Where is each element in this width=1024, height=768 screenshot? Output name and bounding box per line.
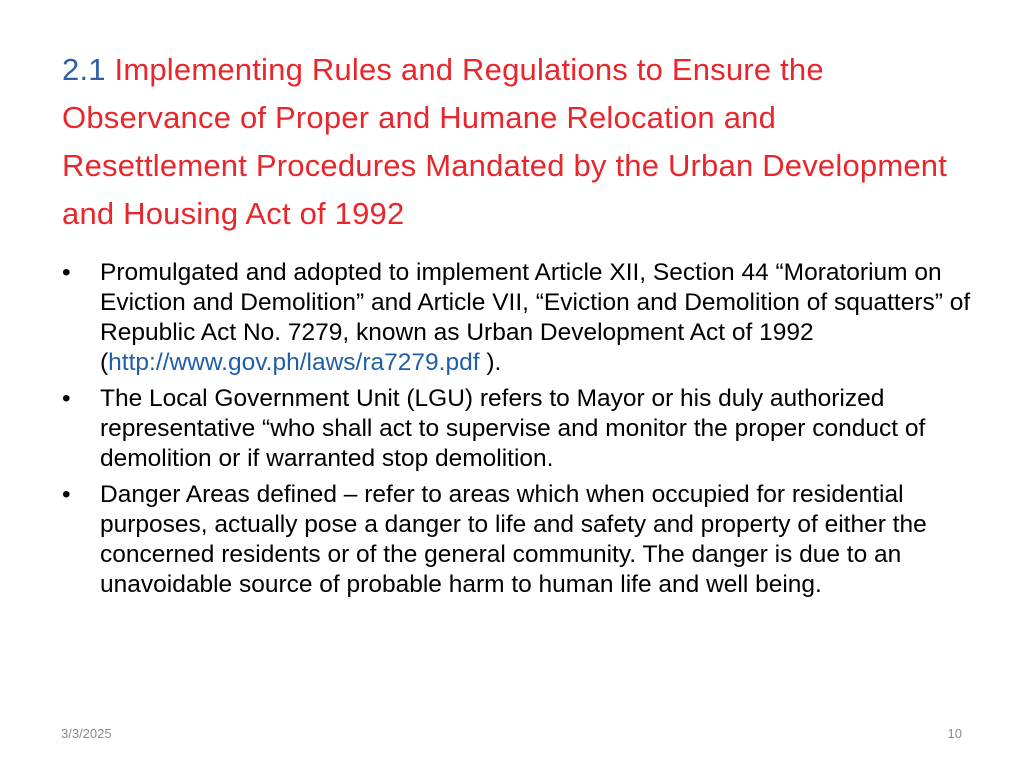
- footer-page-number: 10: [947, 726, 962, 741]
- bullet-text: Danger Areas defined – refer to areas which when occupied for residential purposes, actually pose a danger to life and safety and property of either the concerned residents or of the general community. The danger is due to an unavoidable source of probable harm to human life and well being.: [100, 481, 927, 598]
- title-number: 2.1: [62, 52, 106, 87]
- bullet-item-ra7279: [62, 258, 982, 378]
- bullet-text: The Local Government Unit (LGU) refers to Mayor or his duly authorized representative “who shall act to supervise and monitor the proper conduct of demolition or if warranted stop demolition.: [100, 385, 926, 472]
- bullet-text: Promulgated and adopted to implement Article XII, Section 44 “Moratorium on Eviction and Demolition” and Article VII, “Eviction and Demolition of squatters” of Republic Act No. 7279, known as Urban Development Act of 1992 (: [100, 259, 971, 376]
- bullet-marker: •: [62, 259, 71, 286]
- bullet-item-lgu: [62, 384, 982, 474]
- ra7279-link[interactable]: http://www.gov.ph/laws/ra7279.pdf: [108, 349, 480, 376]
- slide-title: [62, 46, 962, 238]
- bullet-marker: •: [62, 385, 71, 412]
- bullet-text-end: ).: [479, 349, 502, 376]
- bullet-list: [62, 258, 982, 606]
- bullet-marker: •: [62, 481, 71, 508]
- title-text: Implementing Rules and Regulations to Ensure the Observance of Proper and Humane Relocation and Resettlement Procedures Mandated by the Urban Development and Housing Act of 1992: [62, 52, 948, 231]
- bullet-item-danger-areas: [62, 480, 982, 600]
- footer-date: 3/3/2025: [61, 726, 112, 741]
